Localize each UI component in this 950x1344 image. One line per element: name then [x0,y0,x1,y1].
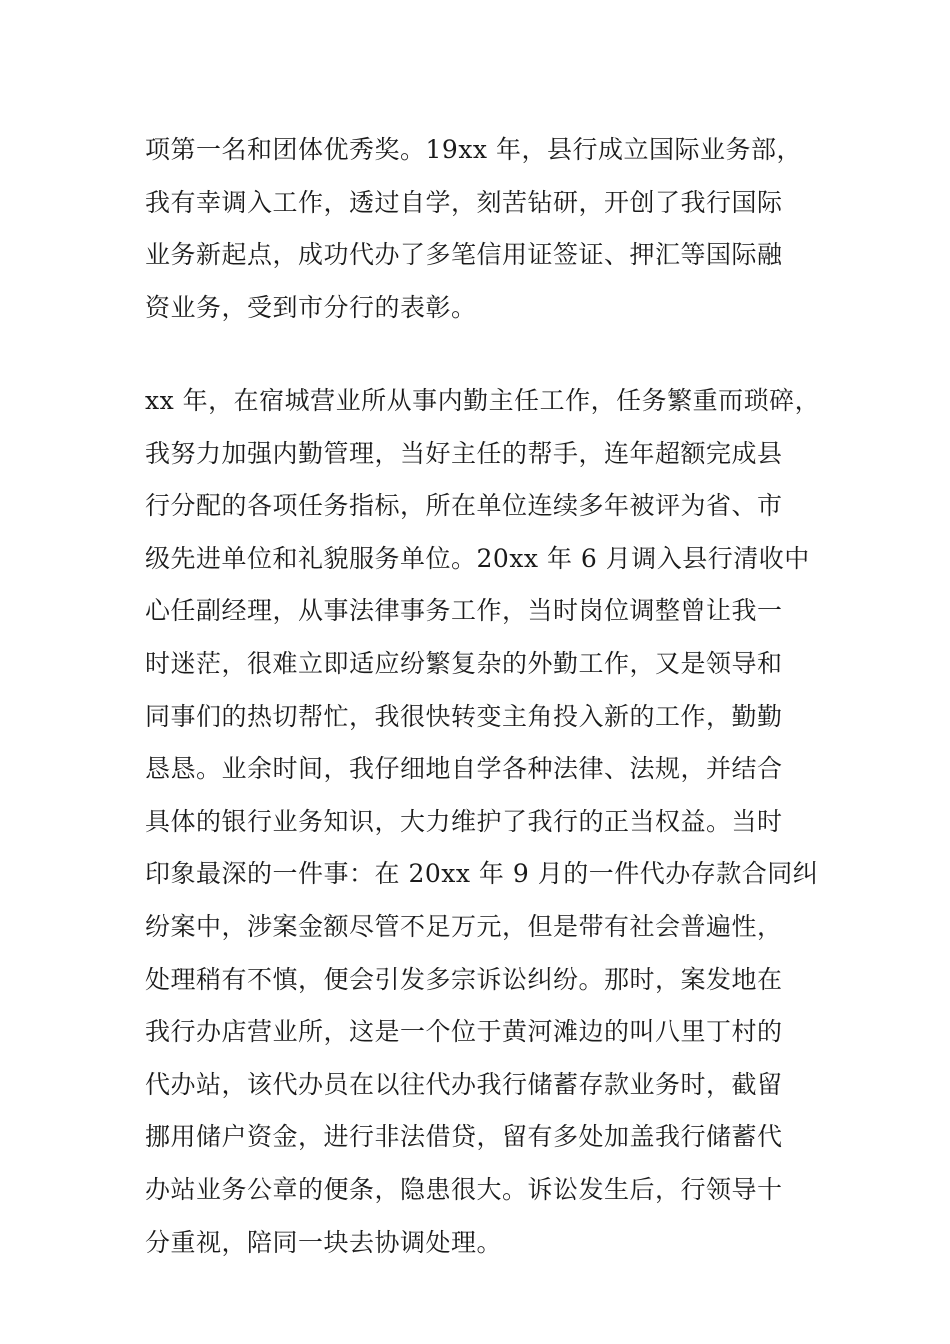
text-line: 业务新起点，成功代办了多笔信用证签证、押汇等国际融 [145,240,783,270]
text-line: 我努力加强内勤管理，当好主任的帮手，连年超额完成县 [145,438,783,468]
text-line: xx 年，在宿城营业所从事内勤主任工作，任务繁重而琐碎， [145,386,821,415]
text-line: 纷案中，涉案金额尽管不足万元，但是带有社会普遍性， [145,911,783,941]
text-line: 办站业务公章的便条，隐患很大。诉讼发生后，行领导十 [145,1174,783,1204]
text-line: 时迷茫，很难立即适应纷繁复杂的外勤工作，又是领导和 [145,648,783,678]
text-line: 印象最深的一件事：在 20xx 年 9 月的一件代办存款合同纠 [145,859,819,889]
text-line: 恳恳。业余时间，我仔细地自学各种法律、法规，并结合 [145,754,783,784]
paragraph-1 [145,124,825,334]
text-line: 处理稍有不慎，便会引发多宗诉讼纠纷。那时，案发地在 [145,964,783,994]
text-line: 项第一名和团体优秀奖。19xx 年，县行成立国际业务部， [145,135,802,164]
text-line: 级先进单位和礼貌服务单位。20xx 年 6 月调入县行清收中 [145,543,810,573]
text-line: 我行办店营业所，这是一个位于黄河滩边的叫八里丁村的 [145,1017,783,1047]
text-line: 资业务，受到市分行的表彰。 [145,292,477,322]
text-line: 心任副经理，从事法律事务工作，当时岗位调整曾让我一 [145,596,783,626]
paragraph-2 [145,375,825,1269]
text-line: 挪用储户资金，进行非法借贷，留有多处加盖我行储蓄代 [145,1122,783,1152]
text-line: 具体的银行业务知识，大力维护了我行的正当权益。当时 [145,806,783,836]
text-line: 行分配的各项任务指标，所在单位连续多年被评为省、市 [145,491,783,521]
text-line: 分重视，陪同一块去协调处理。 [145,1227,503,1257]
text-line: 我有幸调入工作，透过自学，刻苦钻研，开创了我行国际 [145,187,783,217]
text-line: 代办站，该代办员在以往代办我行储蓄存款业务时，截留 [145,1069,783,1099]
text-line: 同事们的热切帮忙，我很快转变主角投入新的工作，勤勤 [145,701,783,731]
